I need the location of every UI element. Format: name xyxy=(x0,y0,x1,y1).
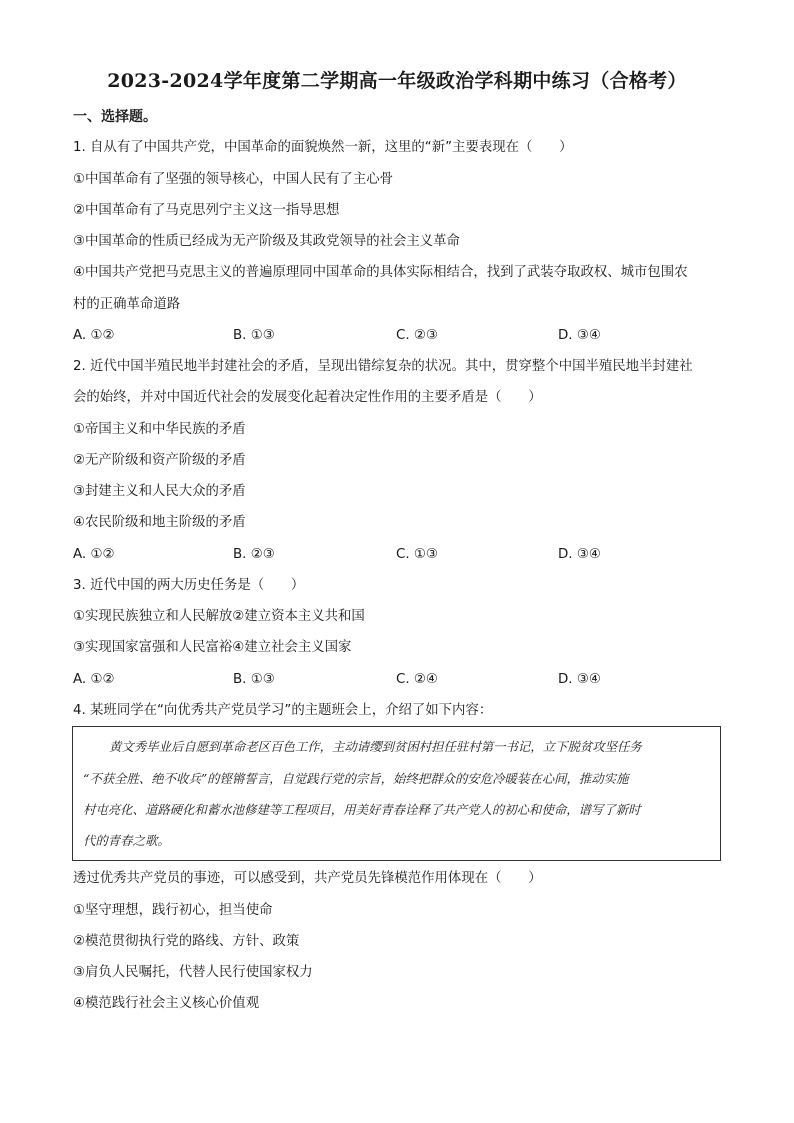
question-1-option-d: D. ③④ xyxy=(558,328,601,343)
question-2-statement-1: ①帝国主义和中华民族的矛盾 xyxy=(73,422,246,437)
question-2-statement-4: ④农民阶级和地主阶级的矛盾 xyxy=(73,515,246,530)
question-4-statement-3: ③肩负人民嘱托，代替人民行使国家权力 xyxy=(73,965,313,980)
question-1-statement-2: ②中国革命有了马克思列宁主义这一指导思想 xyxy=(73,203,340,218)
question-1-statement-4-cont: 村的正确革命道路 xyxy=(73,297,181,312)
material-box xyxy=(72,726,721,861)
material-line-1: 黄文秀毕业后自愿到革命老区百色工作，主动请缨到贫困村担任驻村第一书记，立下脱贫攻坚任务 xyxy=(109,739,642,754)
question-4-statement-1: ①坚守理想，践行初心，担当使命 xyxy=(73,903,273,918)
question-3-stem: 3. 近代中国的两大历史任务是（ ） xyxy=(73,578,305,593)
question-1-statement-1: ①中国革命有了坚强的领导核心，中国人民有了主心骨 xyxy=(73,172,393,187)
question-3-statements-3-4: ③实现国家富强和人民富裕④建立社会主义国家 xyxy=(73,640,352,655)
question-1-option-b: B. ①③ xyxy=(233,328,275,343)
material-line-2: “不获全胜、绝不收兵”的铿锵誓言，自觉践行党的宗旨，始终把群众的安危冷暖装在心间，推动实施 xyxy=(83,771,629,786)
question-4-stem: 4. 某班同学在“向优秀共产党员学习”的主题班会上，介绍了如下内容： xyxy=(73,703,493,718)
question-3-option-d: D. ③④ xyxy=(558,672,601,687)
question-4-statement-4: ④模范践行社会主义核心价值观 xyxy=(73,996,260,1011)
question-1-statement-3: ③中国革命的性质已经成为无产阶级及其政党领导的社会主义革命 xyxy=(73,234,460,249)
question-4-statement-2: ②模范贯彻执行党的路线、方针、政策 xyxy=(73,934,300,949)
question-3-option-a: A. ①② xyxy=(73,672,115,687)
question-2-stem-cont: 会的始终，并对中国近代社会的发展变化起着决定性作用的主要矛盾是（ ） xyxy=(73,390,542,405)
question-2-option-c: C. ①③ xyxy=(396,547,438,562)
question-3-option-b: B. ①③ xyxy=(233,672,275,687)
section-heading: 一、选择题。 xyxy=(73,109,157,125)
question-1-option-c: C. ②③ xyxy=(396,328,438,343)
material-line-3: 村屯亮化、道路硬化和蓄水池修建等工程项目，用美好青春诠释了共产党人的初心和使命，谱写了新时 xyxy=(83,802,641,817)
question-4-question: 透过优秀共产党员的事迹，可以感受到，共产党员先锋模范作用体现在（ ） xyxy=(73,871,542,886)
question-1-stem: 1. 自从有了中国共产党，中国革命的面貌焕然一新，这里的“新”主要表现在（ ） xyxy=(73,140,573,155)
question-2-option-d: D. ③④ xyxy=(558,547,601,562)
question-2-option-a: A. ①② xyxy=(73,547,115,562)
material-line-4: 代的青春之歌。 xyxy=(83,833,170,848)
page-title: 2023-2024学年度第二学期高一年级政治学科期中练习（合格考） xyxy=(107,70,687,92)
question-3-option-c: C. ②④ xyxy=(396,672,438,687)
question-1-option-a: A. ①② xyxy=(73,328,115,343)
question-2-option-b: B. ②③ xyxy=(233,547,275,562)
question-2-statement-2: ②无产阶级和资产阶级的矛盾 xyxy=(73,453,246,468)
question-2-statement-3: ③封建主义和人民大众的矛盾 xyxy=(73,484,246,499)
question-3-statements-1-2: ①实现民族独立和人民解放②建立资本主义共和国 xyxy=(73,609,365,624)
question-1-statement-4: ④中国共产党把马克思主义的普遍原理同中国革命的具体实际相结合，找到了武装夺取政权、城市包围农 xyxy=(73,265,688,280)
question-2-stem: 2. 近代中国半殖民地半封建社会的矛盾，呈现出错综复杂的状况。其中，贯穿整个中国半殖民地半封建社 xyxy=(73,359,693,374)
